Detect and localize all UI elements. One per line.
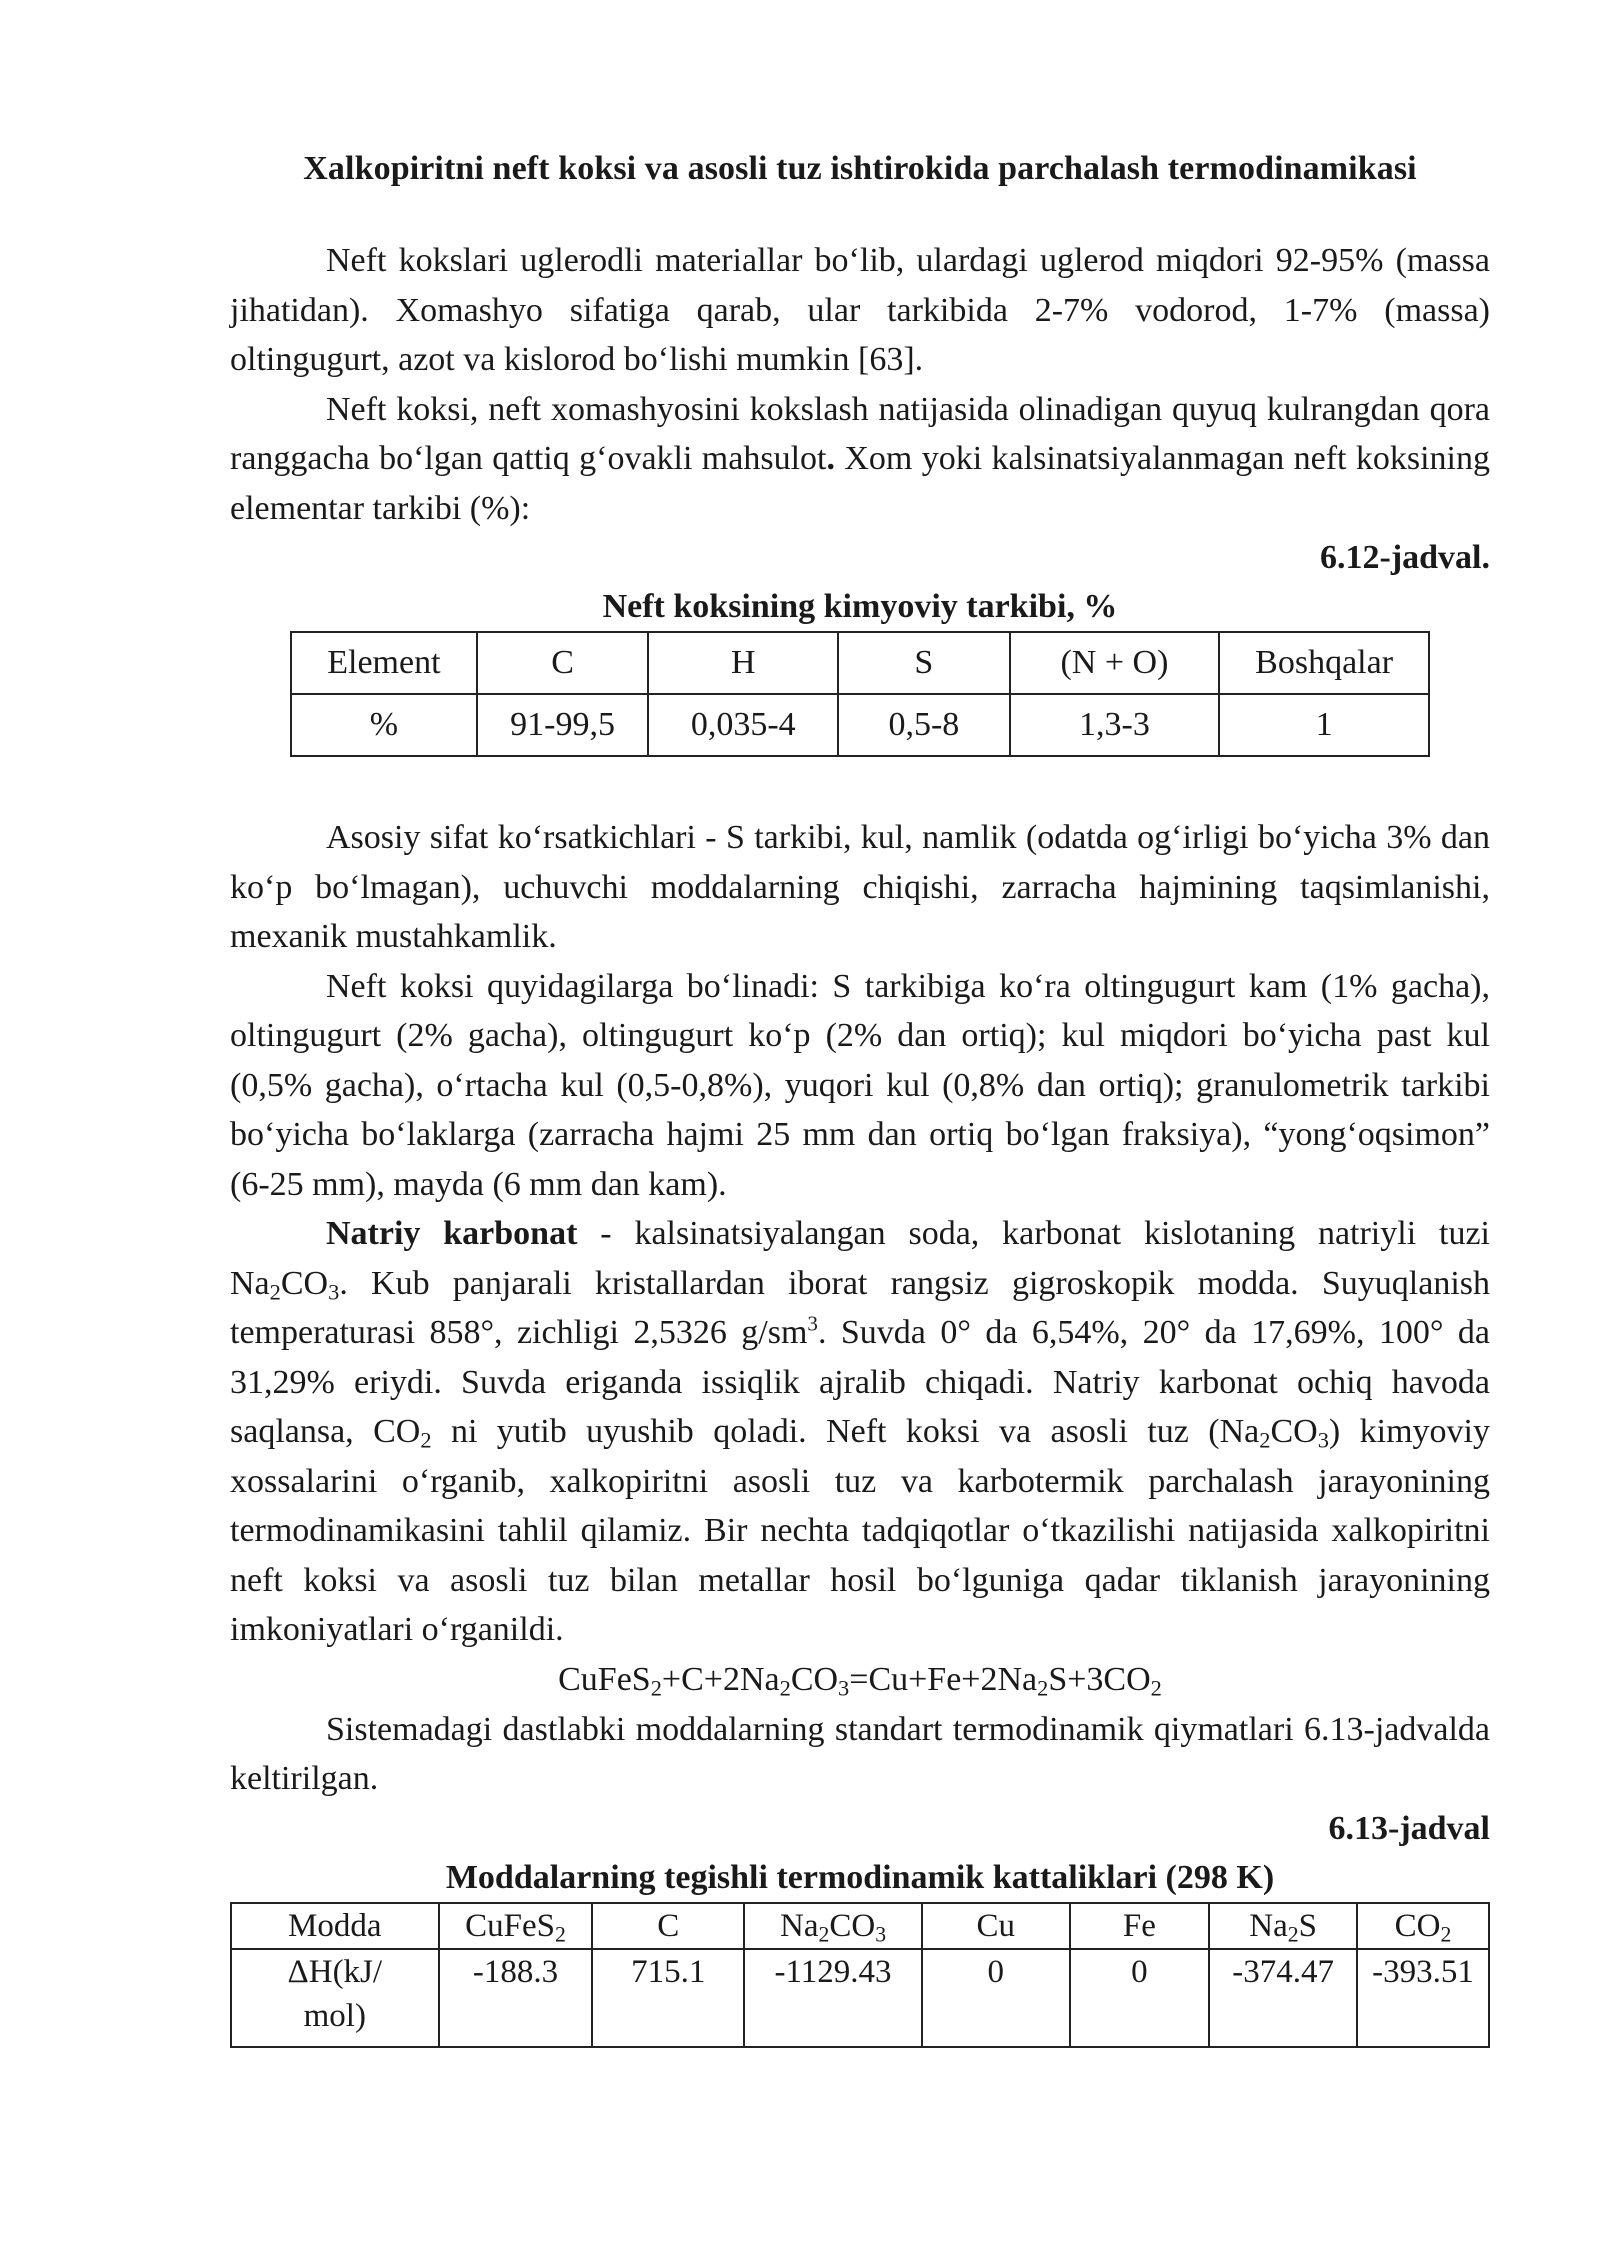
row-label-line: ΔH(kJ/: [287, 1953, 383, 1990]
subscript: 3: [1317, 1427, 1329, 1453]
formula-part: CuFeS: [465, 1907, 555, 1944]
paragraph-2-tail: Xom yoki kalsinatsiyalanmagan neft koksining elementar tarkibi (%):: [230, 440, 1490, 527]
paragraph-5-text: CO: [1270, 1413, 1318, 1450]
row-label-line: mol): [303, 1997, 366, 2034]
table-header-row: [291, 632, 1429, 694]
table-row-label: [231, 1949, 439, 2047]
table-header-cell: C: [477, 632, 649, 694]
paragraph-3: Asosiy sifat ko‘rsatkichlari - S tarkibi, kul, namlik (odatda og‘irligi bo‘yicha 3% dan ko‘p bo‘lmagan), uchuvchi moddalarning chiqishi, zarracha hajmining taqsimlanishi, mexanik mustahkamlik.: [230, 819, 1490, 955]
table-header-cell: [744, 1903, 922, 1949]
subscript: 2: [1150, 1675, 1162, 1701]
equation-part: CuFeS: [558, 1660, 651, 1698]
table-cell: -374.47: [1209, 1949, 1357, 2047]
paragraph-5: [230, 1209, 1490, 1655]
formula-part: CO: [1394, 1907, 1441, 1944]
superscript: 3: [807, 1311, 818, 1336]
paragraph-6: Sistemadagi dastlabki moddalarning standart termodinamik qiymatlari 6.13-jadvalda keltirilgan.: [230, 1710, 1490, 1797]
table-row: [231, 1949, 1489, 2047]
table-row: [291, 694, 1429, 756]
table-header-cell: [439, 1903, 593, 1949]
table-cell: 0: [1070, 1949, 1210, 2047]
table-cell: 1: [1219, 694, 1429, 756]
paragraph-5-text: - kalsinatsiyalangan soda, karbonat kislotaning natriyli tuzi Na: [230, 1215, 1490, 1302]
subscript: 3: [328, 1279, 340, 1305]
equation-part: +C+2Na: [661, 1660, 780, 1698]
table-header-cell: C: [592, 1903, 744, 1949]
subscript: 2: [650, 1675, 662, 1701]
table-2-number: 6.13-jadval: [1328, 1809, 1490, 1847]
paragraph-4: Neft koksi quyidagilarga bo‘linadi: S tarkibiga ko‘ra oltingugurt kam (1% gacha), oltingugurt (2% gacha), oltingugurt ko‘p (2% dan ortiq); kul miqdori bo‘yicha past kul (0,5% gacha), o‘rtacha kul (0,5-0,8%), yuqori kul (0,8% dan ortiq); granulometrik tarkibi bo‘yicha bo‘laklarga (zarracha hajmi 25 mm dan ortiq bo‘lgan fraksiya), “yong‘oqsimon” (6-25 mm), mayda (6 mm dan kam).: [230, 967, 1490, 1203]
subscript: 2: [1440, 1921, 1452, 1946]
table-thermodynamic-values: [230, 1902, 1490, 2048]
subscript: 3: [838, 1675, 850, 1701]
paragraph-5-text: ) kimyoviy xossalarini o‘rganib, xalkopiritni asosli tuz va karbotermik parchalash jarayonining termodinamikasini tahlil qilamiz. Bir nechta tadqiqotlar o‘tkazilishi natijasida xalkopiritni neft koksi va asosli tuz bilan metallar hosil bo‘lguniga qadar tiklanish jarayonining imkoniyatlari o‘rganildi.: [230, 1413, 1490, 1648]
table-cell: %: [291, 694, 477, 756]
table-2-caption: Moddalarning tegishli termodinamik kattaliklari (298 K): [445, 1858, 1275, 1896]
subscript: 2: [779, 1675, 791, 1701]
table-header-cell: Modda: [231, 1903, 439, 1949]
table-cell: 715.1: [592, 1949, 744, 2047]
paragraph-5-text: ni yutib uyushib qoladi. Neft koksi va asosli tuz (Na: [431, 1413, 1260, 1450]
table-header-cell: Boshqalar: [1219, 632, 1429, 694]
table-header-cell: (N + O): [1010, 632, 1220, 694]
subscript: 2: [1287, 1921, 1299, 1946]
formula-part: S: [1298, 1907, 1317, 1944]
sodium-carbonate-term: Natriy karbonat: [326, 1215, 578, 1252]
equation-part: S+3CO: [1048, 1660, 1151, 1698]
reaction-equation: [230, 1655, 1490, 1705]
formula-part: CO: [829, 1907, 876, 1944]
table-cell: -1129.43: [744, 1949, 922, 2047]
table-header-cell: [1357, 1903, 1489, 1949]
table-header-cell: H: [648, 632, 838, 694]
table-cell: 1,3-3: [1010, 694, 1220, 756]
subscript: 2: [555, 1921, 566, 1946]
subscript: 2: [420, 1427, 432, 1453]
formula-part: Na: [1249, 1907, 1288, 1944]
formula-part: Na: [780, 1907, 819, 1944]
table-header-cell: Fe: [1070, 1903, 1210, 1949]
table-cell: 91-99,5: [477, 694, 649, 756]
subscript: 2: [818, 1921, 830, 1946]
equation-part: =Cu+Fe+2Na: [849, 1660, 1038, 1698]
table-cell: 0: [922, 1949, 1070, 2047]
subscript: 2: [269, 1279, 281, 1305]
equation-part: CO: [790, 1660, 839, 1698]
table-1-caption: Neft koksining kimyoviy tarkibi, %: [602, 588, 1118, 625]
table-header-cell: Element: [291, 632, 477, 694]
table-header-cell: S: [838, 632, 1010, 694]
table-coke-composition: [290, 631, 1430, 757]
section-title: Xalkopiritni neft koksi va asosli tuz ishtirokida parchalash termodinamikasi: [303, 150, 1417, 187]
subscript: 3: [875, 1921, 887, 1946]
table-cell: -188.3: [439, 1949, 593, 2047]
paragraph-2-bold-dot: .: [826, 440, 835, 477]
paragraph-5-text: . Suvda 0° da 6,54%, 20° da 17,69%, 100° da 31,29% eriydi. Suvda eriganda issiqlik ajralib chiqadi. Natriy karbonat ochiq havoda saqlansa, CO: [230, 1314, 1490, 1450]
page-content: [230, 150, 1490, 2048]
table-cell: 0,035-4: [648, 694, 838, 756]
table-header-cell: [1209, 1903, 1357, 1949]
table-header-cell: Cu: [922, 1903, 1070, 1949]
paragraph-1: Neft kokslari uglerodli materiallar bo‘lib, ulardagi uglerod miqdori 92-95% (massa jihatidan). Xomashyo sifatiga qarab, ular tarkibida 2-7% vodorod, 1-7% (massa) oltingugurt, azot va kislorod bo‘lishi mumkin [63].: [230, 242, 1490, 378]
subscript: 2: [1037, 1675, 1049, 1701]
table-1-number: 6.12-jadval.: [1320, 539, 1490, 576]
paragraph-2: [230, 385, 1490, 534]
table-cell: -393.51: [1357, 1949, 1489, 2047]
subscript: 2: [1259, 1427, 1271, 1453]
paragraph-5-text: CO: [280, 1264, 329, 1302]
table-cell: 0,5-8: [838, 694, 1010, 756]
spacer: [230, 757, 1490, 813]
paragraph-2-text: Neft koksi, neft xomashyosini kokslash natijasida olinadigan quyuq kulrangdan qora ranggacha bo‘lgan qattiq g‘ovakli mahsulot: [230, 390, 1490, 477]
paragraph-5-text: . Kub panjarali kristallardan iborat rangsiz gigroskopik modda. Suyuqlanish temperaturasi 858°, zichligi 2,5326 g/sm: [230, 1264, 1490, 1351]
table-header-row: [231, 1903, 1489, 1949]
